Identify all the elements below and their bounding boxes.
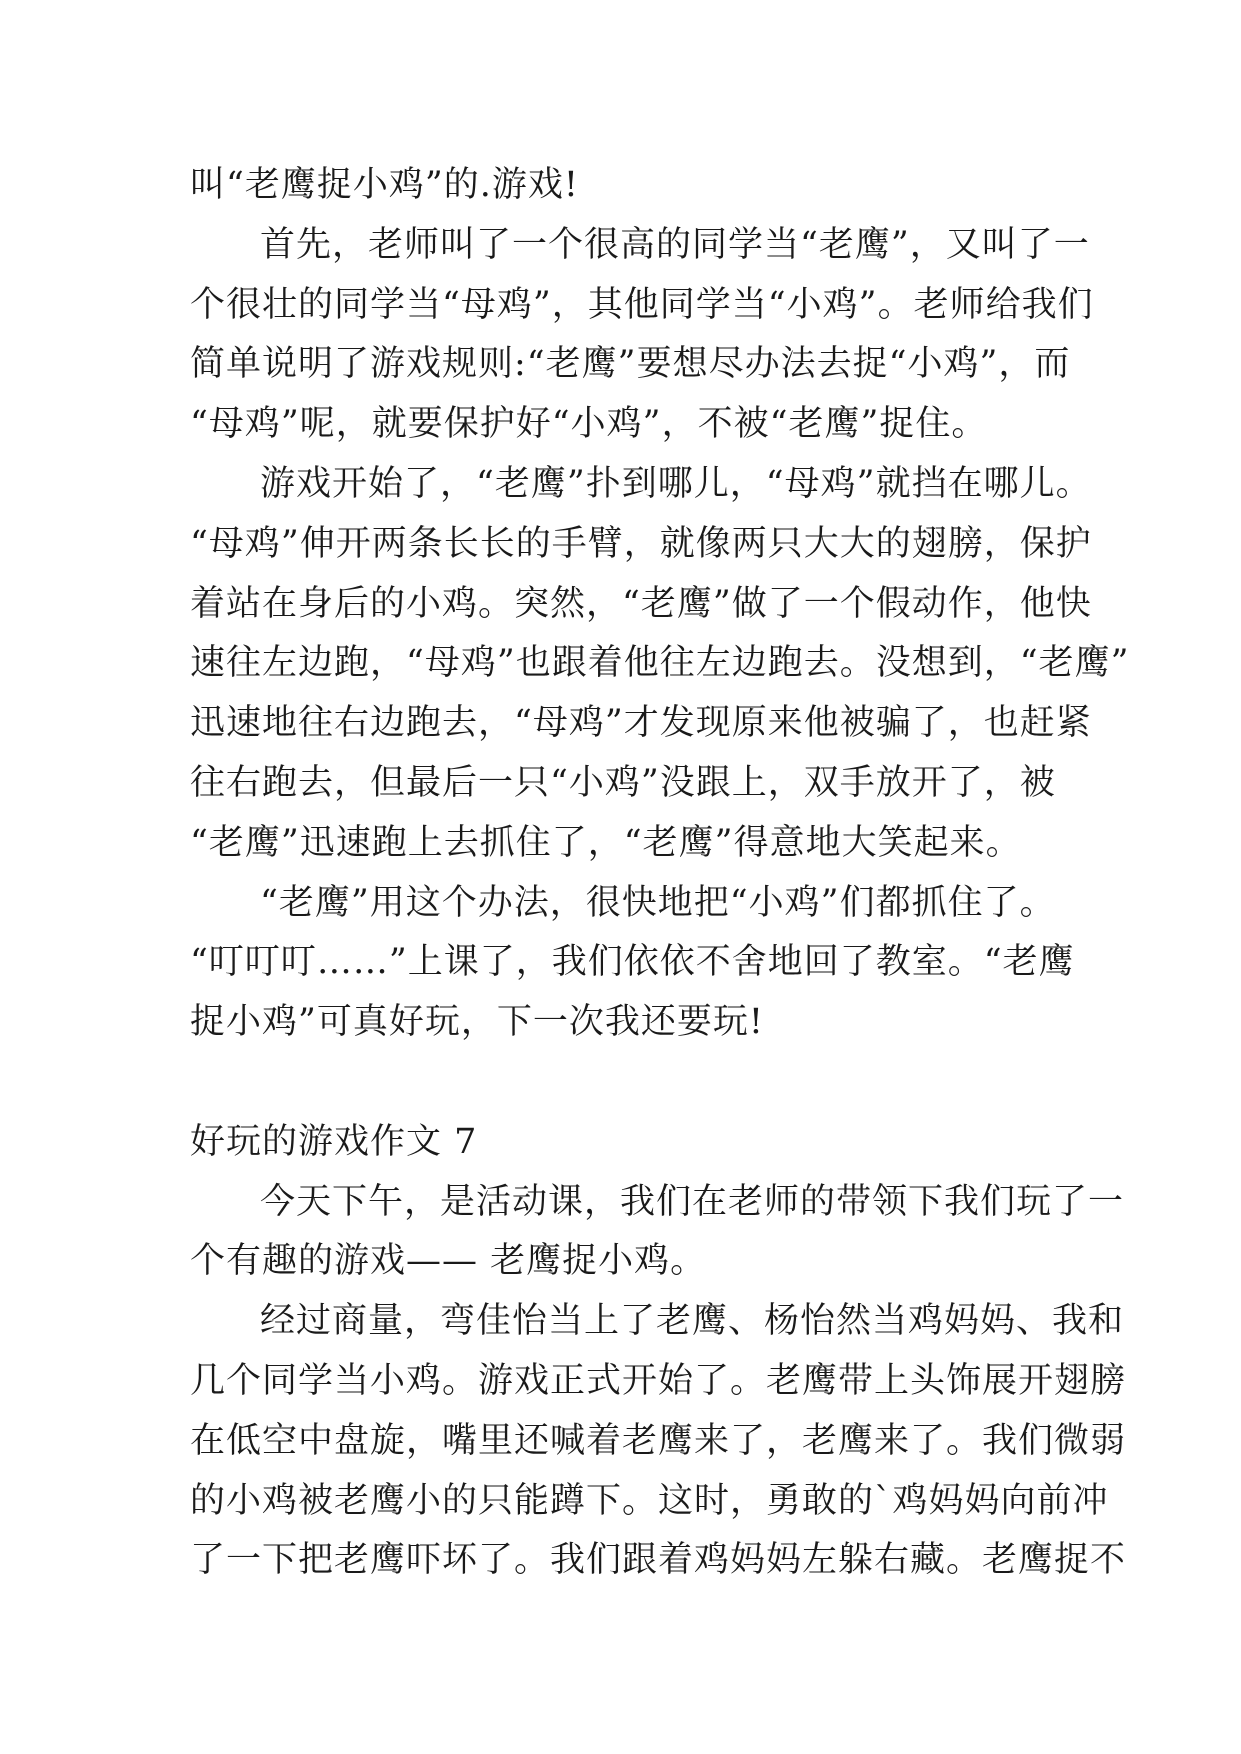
text-line: 的小鸡被老鹰小的只能蹲下。这时，勇敢的`鸡妈妈向前冲 bbox=[190, 1480, 1109, 1521]
section-title: 好玩的游戏作文 7 bbox=[190, 1121, 478, 1162]
paragraph-start-line: 经过商量，弯佳怡当上了老鹰、杨怡然当鸡妈妈、我和 bbox=[260, 1301, 1125, 1342]
text-line: 着站在身后的小鸡。突然，“老鹰”做了一个假动作，他快 bbox=[190, 583, 1092, 624]
text-line: 叫“老鹰捉小鸡”的.游戏! bbox=[190, 165, 579, 205]
text-line: “叮叮叮……”上课了，我们依依不舍地回了教室。“老鹰 bbox=[190, 942, 1075, 983]
text-line: 速往左边跑，“母鸡”也跟着他往左边跑去。没想到，“老鹰” bbox=[190, 643, 1130, 684]
text-line: 迅速地往右边跑去，“母鸡”才发现原来他被骗了，也赶紧 bbox=[190, 703, 1092, 744]
text-line: 捉小鸡”可真好玩，下一次我还要玩! bbox=[190, 1002, 764, 1043]
paragraph-start-line: 游戏开始了，“老鹰”扑到哪儿，“母鸡”就挡在哪儿。 bbox=[260, 463, 1092, 504]
text-line: “老鹰”迅速跑上去抓住了，“老鹰”得意地大笑起来。 bbox=[190, 822, 1022, 863]
text-line: “母鸡”呢，就要保护好“小鸡”，不被“老鹰”捉住。 bbox=[190, 404, 988, 445]
paragraph-start-line: “老鹰”用这个办法，很快地把“小鸡”们都抓住了。 bbox=[260, 882, 1056, 923]
paragraph-start-line: 今天下午，是活动课，我们在老师的带领下我们玩了一 bbox=[260, 1181, 1125, 1222]
text-line: 简单说明了游戏规则:“老鹰”要想尽办法去捉“小鸡”，而 bbox=[190, 344, 1071, 385]
text-line: 几个同学当小鸡。游戏正式开始了。老鹰带上头饰展开翅膀 bbox=[190, 1360, 1127, 1401]
text-line: 个有趣的游戏—— 老鹰捉小鸡。 bbox=[190, 1241, 707, 1282]
text-line: 了一下把老鹰吓坏了。我们跟着鸡妈妈左躲右藏。老鹰捉不 bbox=[190, 1540, 1127, 1581]
document-page bbox=[190, 156, 1130, 1591]
text-line: “母鸡”伸开两条长长的手臂，就像两只大大的翅膀，保护 bbox=[190, 523, 1092, 564]
text-line: 在低空中盘旋，嘴里还喊着老鹰来了，老鹰来了。我们微弱 bbox=[190, 1420, 1127, 1461]
paragraph-start-line: 首先，老师叫了一个很高的同学当“老鹰”，又叫了一 bbox=[260, 224, 1090, 265]
text-line: 往右跑去，但最后一只“小鸡”没跟上，双手放开了，被 bbox=[190, 762, 1056, 803]
section-gap bbox=[190, 1053, 1052, 1113]
text-line: 个很壮的同学当“母鸡”，其他同学当“小鸡”。老师给我们 bbox=[190, 284, 1094, 325]
